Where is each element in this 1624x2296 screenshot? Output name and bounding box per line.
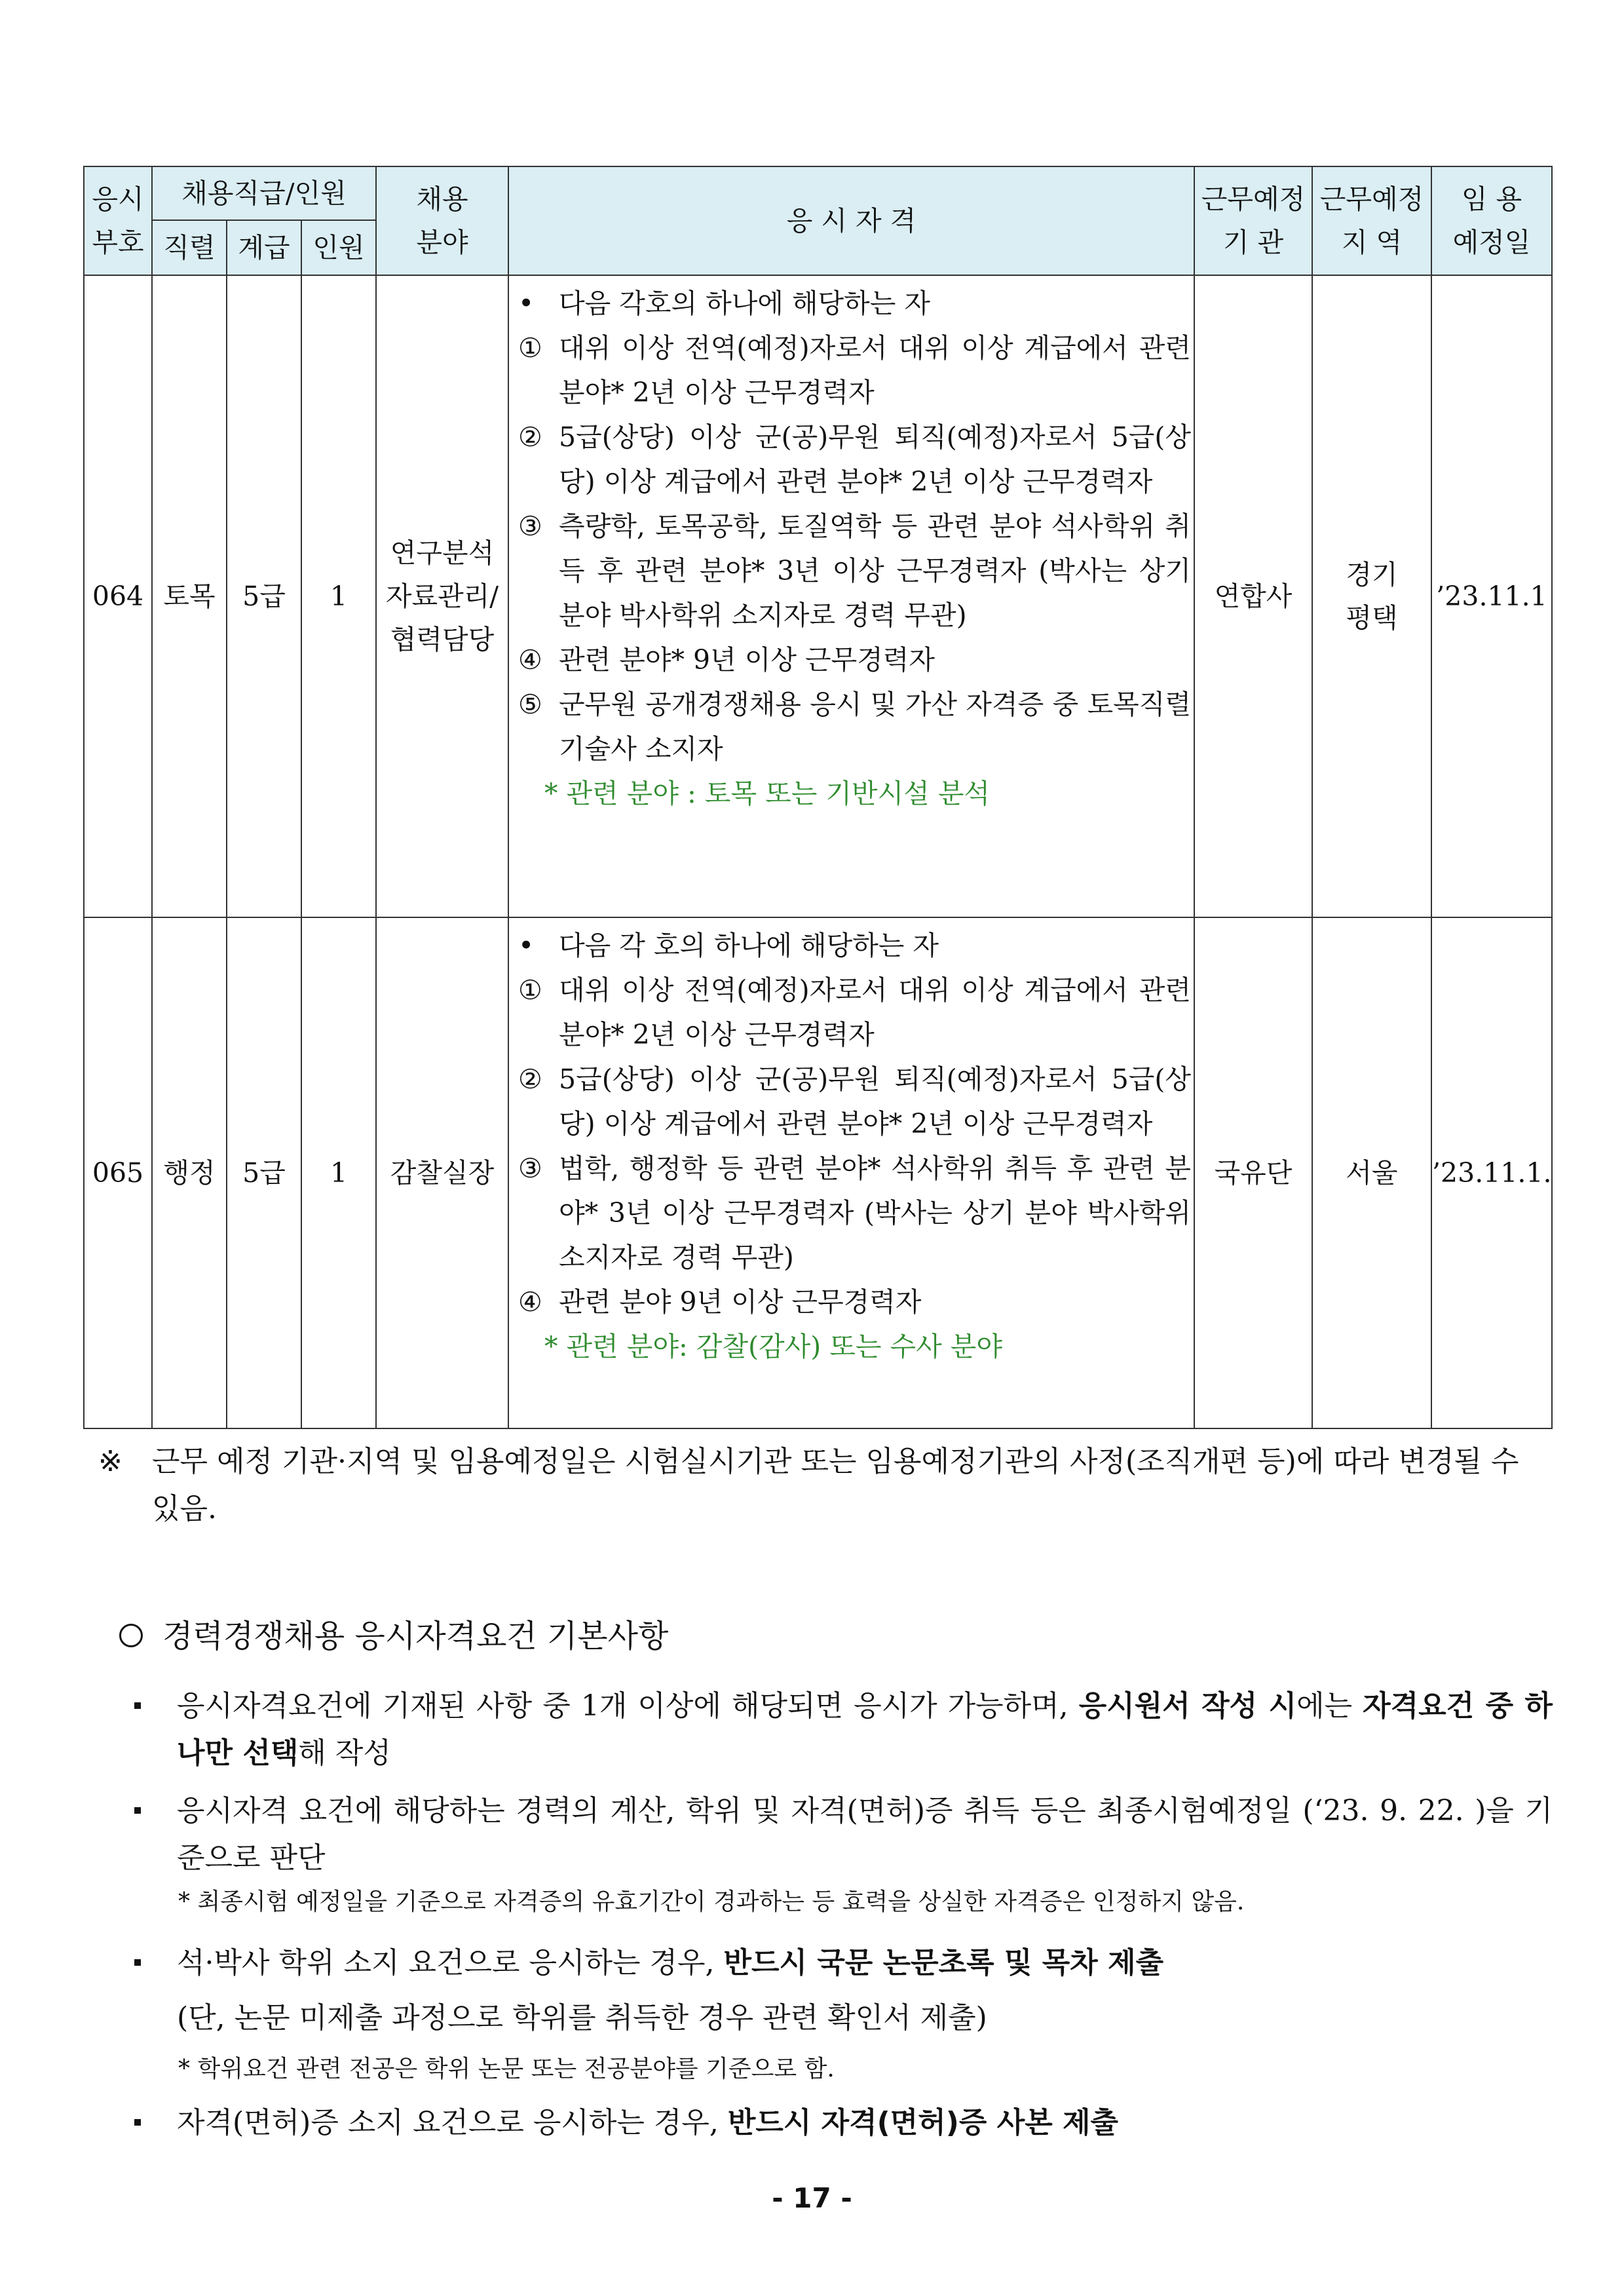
header-series: 직렬 — [152, 220, 227, 275]
qualification-item: ④ 관련 분야* 9년 이상 근무경력자 — [518, 644, 935, 676]
cell-count: 1 — [301, 275, 376, 917]
qualification-item: ⑤ 군무원 공개경쟁채용 응시 및 가산 자격증 중 토목직렬 기술사 소지자 — [518, 689, 1191, 765]
sub-note: * 최종시험 예정일을 기준으로 자격증의 유효기간이 경과하는 등 효력을 상실한 자격증은 인정하지 않음. — [178, 1888, 1245, 1915]
qualification-item: ④ 관련 분야 9년 이상 근무경력자 — [518, 1286, 922, 1318]
cell-series: 행정 — [152, 917, 227, 1428]
qualification-item: • 다음 각호의 하나에 해당하는 자 — [518, 288, 931, 319]
qualification-item: ① 대위 이상 전역(예정)자로서 대위 이상 계급에서 관련 분야* 2년 이상 근무경력자 — [518, 974, 1191, 1050]
sub-note: * 학위요건 관련 전공은 학위 논문 또는 전공분야를 기준으로 함. — [178, 2056, 835, 2082]
cell-count: 1 — [301, 917, 376, 1428]
recruitment-table — [83, 166, 1553, 1429]
header-count: 인원 — [301, 220, 376, 275]
table-row — [84, 917, 1552, 1428]
cell-series: 토목 — [152, 275, 227, 917]
section-title — [119, 1611, 668, 1656]
cell-date: ’23.11.1. — [1431, 917, 1552, 1428]
list-item: 응시자격요건에 기재된 사항 중 1개 이상에 해당되면 응시가 가능하며, 응시원서 작성 시에는 자격요건 중 하나만 선택해 작성 — [134, 1683, 1553, 1777]
cell-region: 서울 — [1312, 917, 1431, 1428]
list-item: 응시자격 요건에 해당하는 경력의 계산, 학위 및 자격(면허)증 취득 등은 최종시험예정일 (‘23. 9. 22. )을 기준으로 판단 — [134, 1788, 1553, 1882]
square-bullet-icon — [134, 1959, 141, 1966]
circle-bullet-icon — [119, 1624, 143, 1647]
header-position-group: 채용직급/인원 — [152, 166, 376, 220]
cell-grade: 5급 — [227, 275, 301, 917]
remark-note — [98, 1438, 1553, 1533]
cell-date: ’23.11.1 — [1431, 275, 1552, 917]
cell-field: 감찰실장 — [376, 917, 508, 1428]
qualification-item: ② 5급(상당) 이상 군(공)무원 퇴직(예정)자로서 5급(상당) 이상 계급에서 관련 분야* 2년 이상 근무경력자 — [518, 1063, 1191, 1139]
cell-agency: 국유단 — [1194, 917, 1312, 1428]
remark-text: 근무 예정 기관·지역 및 임용예정일은 시험실시기관 또는 임용예정기관의 사정(조직개편 등)에 따라 변경될 수 있음. — [152, 1445, 1519, 1525]
header-grade: 계급 — [227, 220, 301, 275]
cell-qualification — [508, 275, 1194, 917]
table-row — [84, 275, 1552, 917]
square-bullet-icon — [134, 2119, 141, 2126]
header-qualification: 응 시 자 격 — [508, 166, 1194, 275]
header-agency: 근무예정 기 관 — [1194, 166, 1312, 275]
cell-region: 경기 평택 — [1312, 275, 1431, 917]
square-bullet-icon — [134, 1807, 141, 1814]
cell-no: 065 — [84, 917, 152, 1428]
header-field: 채용 분야 — [376, 166, 508, 275]
field-note: * 관련 분야: 감찰(감사) 또는 수사 분야 — [544, 1331, 1002, 1362]
section-title-text: 경력경쟁채용 응시자격요건 기본사항 — [162, 1618, 669, 1655]
header-date: 임 용 예정일 — [1431, 166, 1552, 275]
cell-no: 064 — [84, 275, 152, 917]
list-item: 석·박사 학위 소지 요건으로 응시하는 경우, 반드시 국문 논문초록 및 목차 제출 — [134, 1940, 1553, 1987]
list-item: 자격(면허)증 소지 요건으로 응시하는 경우, 반드시 자격(면허)증 사본 제출 — [134, 2099, 1553, 2147]
cell-field: 연구분석 자료관리/ 협력담당 — [376, 275, 508, 917]
qualification-item: ③ 법학, 행정학 등 관련 분야* 석사학위 취득 후 관련 분야* 3년 이상 근무경력자 (박사는 상기 분야 박사학위 소지자로 경력 무관) — [518, 1153, 1191, 1273]
header-no: 응시 부호 — [84, 166, 152, 275]
cell-agency: 연합사 — [1194, 275, 1312, 917]
qualification-item: ② 5급(상당) 이상 군(공)무원 퇴직(예정)자로서 5급(상당) 이상 계급에서 관련 분야* 2년 이상 근무경력자 — [518, 421, 1191, 497]
remark-symbol: ※ — [98, 1445, 123, 1478]
page-number: - 17 - — [772, 2182, 852, 2214]
cell-grade: 5급 — [227, 917, 301, 1428]
qualification-item: ① 대위 이상 전역(예정)자로서 대위 이상 계급에서 관련 분야* 2년 이상 근무경력자 — [518, 332, 1191, 408]
list-item-continuation: (단, 논문 미제출 과정으로 학위를 취득한 경우 관련 확인서 제출) — [177, 2001, 987, 2035]
field-note: * 관련 분야 : 토목 또는 기반시설 분석 — [544, 778, 991, 809]
cell-qualification — [508, 917, 1194, 1428]
qualification-item: • 다음 각 호의 하나에 해당하는 자 — [518, 930, 939, 961]
qualification-item: ③ 측량학, 토목공학, 토질역학 등 관련 분야 석사학위 취득 후 관련 분야* 3년 이상 근무경력자 (박사는 상기 분야 박사학위 소지자로 경력 무관) — [518, 510, 1191, 631]
header-region: 근무예정 지 역 — [1312, 166, 1431, 275]
square-bullet-icon — [134, 1702, 141, 1709]
